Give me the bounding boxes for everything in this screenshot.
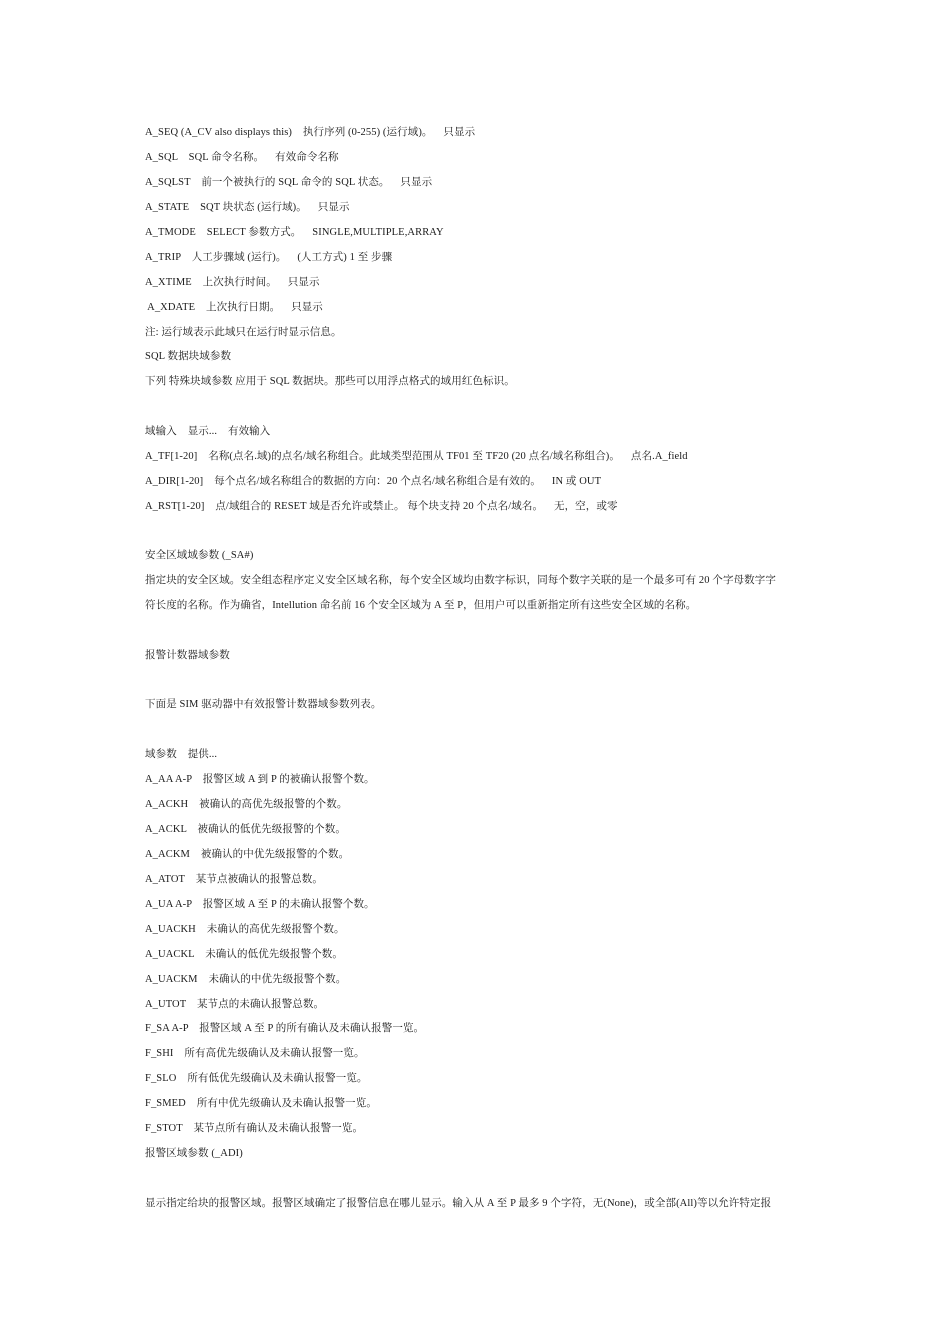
param-a-ackh: A_ACKH 被确认的高优先级报警的个数。 <box>145 799 348 810</box>
param-a-uackm: A_UACKM 未确认的中优先级报警个数。 <box>145 974 347 985</box>
param-a-trip: A_TRIP 人工步骤域 (运行)。 (人工方式) 1 至 步骤 <box>145 252 393 263</box>
param-a-ackm: A_ACKM 被确认的中优先级报警的个数。 <box>145 849 350 860</box>
paragraph-security-area-line1: 指定块的安全区域。安全组态程序定义安全区域名称，每个安全区域均由数字标识，同每个数字关联的是一个最多可有 20 个字母数字字 <box>145 575 776 586</box>
param-a-rst: A_RST[1-20] 点/域组合的 RESET 域是否允许或禁止。 每个块支持 20 个点名/域名。 无，空，或零 <box>145 501 618 512</box>
table-header-field-input: 域输入 显示... 有效输入 <box>145 426 271 437</box>
paragraph-alarm-area: 显示指定给块的报警区域。报警区域确定了报警信息在哪儿显示。输入从 A 至 P 最多 9 个字符，无(None)，或全部(All)等以允许特定报 <box>145 1198 772 1209</box>
paragraph-sql-block-intro: 下列 特殊块域参数 应用于 SQL 数据块。那些可以用浮点格式的域用红色标识。 <box>145 376 515 387</box>
section-heading-security-area: 安全区域域参数 (_SA#) <box>145 550 254 561</box>
section-heading-alarm-area: 报警区域参数 (_ADI) <box>145 1148 243 1159</box>
param-a-xtime: A_XTIME 上次执行时间。 只显示 <box>145 277 320 288</box>
param-f-smed: F_SMED 所有中优先级确认及未确认报警一览。 <box>145 1098 377 1109</box>
param-a-uackl: A_UACKL 未确认的低优先级报警个数。 <box>145 949 344 960</box>
param-f-shi: F_SHI 所有高优先级确认及未确认报警一览。 <box>145 1048 365 1059</box>
param-a-tmode: A_TMODE SELECT 参数方式。 SINGLE,MULTIPLE,ARRAY <box>145 227 444 238</box>
param-a-sqlst: A_SQLST 前一个被执行的 SQL 命令的 SQL 状态。 只显示 <box>145 177 433 188</box>
param-f-slo: F_SLO 所有低优先级确认及未确认报警一览。 <box>145 1073 368 1084</box>
param-a-seq: A_SEQ (A_CV also displays this) 执行序列 (0-255) (运行域)。 只显示 <box>145 127 476 138</box>
table-header-field-param: 域参数 提供... <box>145 749 218 760</box>
param-a-state: A_STATE SQT 块状态 (运行域)。 只显示 <box>145 202 350 213</box>
paragraph-security-area-line2: 符长度的名称。作为确省，Intellution 命名前 16 个安全区域为 A 至 P，但用户可以重新指定所有这些安全区域的名称。 <box>145 600 697 611</box>
param-a-utot: A_UTOT 某节点的未确认报警总数。 <box>145 999 325 1010</box>
param-a-uackh: A_UACKH 未确认的高优先级报警个数。 <box>145 924 345 935</box>
param-a-aa: A_AA A-P 报警区域 A 到 P 的被确认报警个数。 <box>145 774 375 785</box>
paragraph-alarm-counter-intro: 下面是 SIM 驱动器中有效报警计数器域参数列表。 <box>145 699 382 710</box>
section-heading-alarm-counter: 报警计数器域参数 <box>145 650 230 661</box>
param-a-xdate: A_XDATE 上次执行日期。 只显示 <box>145 302 323 313</box>
param-f-sa: F_SA A-P 报警区域 A 至 P 的所有确认及未确认报警一览。 <box>145 1023 425 1034</box>
section-heading-sql-block: SQL 数据块域参数 <box>145 351 232 362</box>
param-f-stot: F_STOT 某节点所有确认及未确认报警一览。 <box>145 1123 364 1134</box>
param-a-tf: A_TF[1-20] 名称(点名.域)的点名/域名称组合。此域类型范围从 TF01 至 TF20 (20 点名/域名称组合)。 点名.A_field <box>145 451 688 462</box>
param-a-dir: A_DIR[1-20] 每个点名/域名称组合的数据的方向：20 个点名/域名称组合是有效的。 IN 或 OUT <box>145 476 602 487</box>
note-runtime-field: 注: 运行域表示此域只在运行时显示信息。 <box>145 327 342 338</box>
param-a-ackl: A_ACKL 被确认的低优先级报警的个数。 <box>145 824 346 835</box>
param-a-atot: A_ATOT 某节点被确认的报警总数。 <box>145 874 323 885</box>
param-a-sql: A_SQL SQL 命令名称。 有效命令名称 <box>145 152 339 163</box>
param-a-ua: A_UA A-P 报警区域 A 至 P 的未确认报警个数。 <box>145 899 375 910</box>
